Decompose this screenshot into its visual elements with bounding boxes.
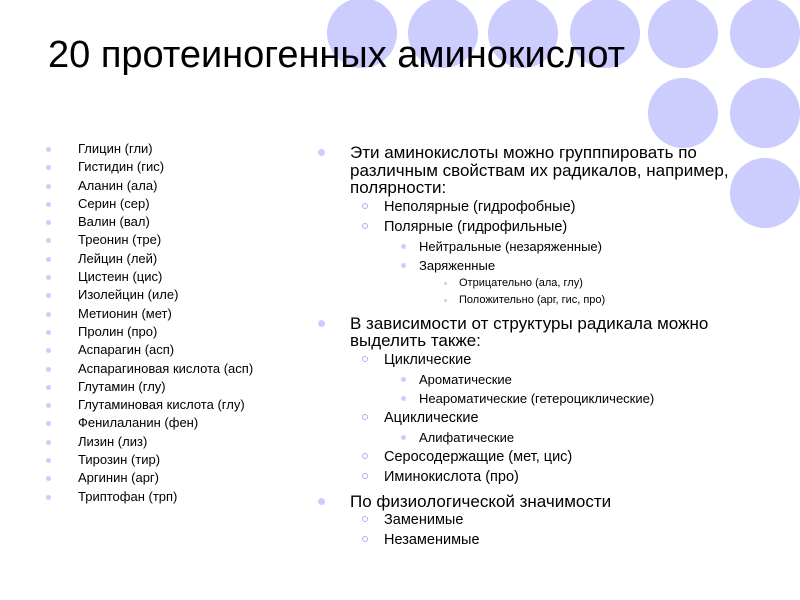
amino-acid-item: Аспарагин (асп) <box>46 341 308 359</box>
amino-acid-item: Пролин (про) <box>46 323 308 341</box>
amino-acid-item: Тирозин (тир) <box>46 451 308 469</box>
amino-acid-item: Валин (вал) <box>46 213 308 231</box>
outline-structure-intro: В зависимости от структуры радикала можно выделить также: <box>318 315 758 350</box>
outline-aromatic: Ароматические <box>318 370 758 389</box>
decorative-circle-8 <box>730 78 800 148</box>
outline-imino: Иминокислота (про) <box>318 467 758 487</box>
outline-sulfur: Серосодержащие (мет, цис) <box>318 447 758 467</box>
amino-acid-item: Цистеин (цис) <box>46 268 308 286</box>
outline-nonpolar: Неполярные (гидрофобные) <box>318 197 758 217</box>
amino-acid-item: Метионин (мет) <box>46 305 308 323</box>
amino-acid-item: Серин (сер) <box>46 195 308 213</box>
outline-physiology-intro: По физиологической значимости <box>318 493 758 511</box>
amino-acid-item: Лизин (лиз) <box>46 433 308 451</box>
outline-essential: Незаменимые <box>318 530 758 550</box>
outline-positive: Положительно (арг, гис, про) <box>318 292 758 309</box>
outline-charged: Заряженные <box>318 256 758 275</box>
amino-acid-item: Глицин (гли) <box>46 140 308 158</box>
amino-acid-item: Фенилаланин (фен) <box>46 414 308 432</box>
amino-acid-item: Глутамин (глу) <box>46 378 308 396</box>
amino-acid-item: Аспарагиновая кислота (асп) <box>46 360 308 378</box>
decorative-circle-6 <box>730 0 800 68</box>
amino-acid-item: Триптофан (трп) <box>46 488 308 506</box>
amino-acid-list <box>46 140 308 506</box>
amino-acid-item: Глутаминовая кислота (глу) <box>46 396 308 414</box>
decorative-circle-7 <box>648 78 718 148</box>
amino-acid-item: Аргинин (арг) <box>46 469 308 487</box>
outline-negative: Отрицательно (ала, глу) <box>318 275 758 292</box>
outline-replaceable: Заменимые <box>318 510 758 530</box>
slide-title: 20 протеиногенных аминокислот <box>48 34 626 76</box>
classification-outline <box>318 144 758 550</box>
decorative-circle-5 <box>648 0 718 68</box>
outline-cyclic: Циклические <box>318 350 758 370</box>
amino-acid-item: Треонин (тре) <box>46 231 308 249</box>
outline-aliphatic: Алифатические <box>318 428 758 447</box>
amino-acid-item: Гистидин (гис) <box>46 158 308 176</box>
outline-acyclic: Ациклические <box>318 408 758 428</box>
outline-polar: Полярные (гидрофильные) <box>318 217 758 237</box>
amino-acid-item: Лейцин (лей) <box>46 250 308 268</box>
outline-nonaromatic: Неароматические (гетероциклические) <box>318 389 758 408</box>
outline-polarity-intro: Эти аминокислоты можно групппировать по различным свойствам их радикалов, например, полярности: <box>318 144 758 197</box>
amino-acid-item: Аланин (ала) <box>46 177 308 195</box>
amino-acid-item: Изолейцин (иле) <box>46 286 308 304</box>
outline-neutral: Нейтральные (незаряженные) <box>318 237 758 256</box>
